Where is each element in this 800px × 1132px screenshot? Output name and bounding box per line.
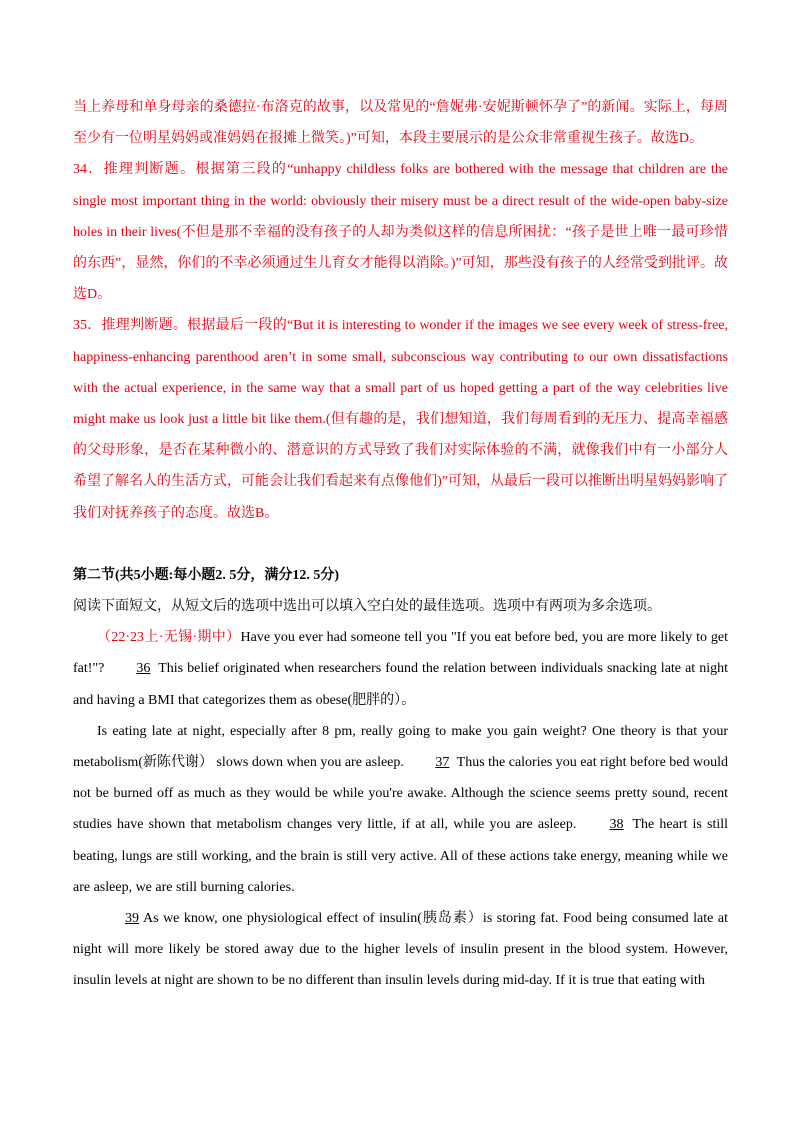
answer-35-explanation: 35．推理判断题。根据最后一段的“But it is interesting to wonder if the images we see every week of stress-free, happiness-enhancing parenthood aren’t in some small, subconscious way contributing to our own dissatisfactions with the actual experience, in the same way that a small part of us hoped getting a part of the way celebrities live might make us look just a little bit like them.(但有趣的是，我们想知道，我们每周看到的无压力、提高幸福感的父母形象，是否在某种微小的、潜意识的方式导致了我们对实际体验的不满，就像我们中有一小部分人希望了解名人的生活方式，可能会让我们看起来有点像他们)”可知，从最后一段可以推断出明星妈妈影响了我们对抚养孩子的态度。故选B。 xyxy=(73,318,728,521)
passage-paragraph-2 xyxy=(73,716,728,903)
paragraph-1-text-b: This belief originated when researchers found the relation between individuals snacking late at night and having a BMI that categorizes them as obese(肥胖的）。 xyxy=(73,661,729,708)
passage-paragraph-1 xyxy=(73,622,728,716)
section-2-heading: 第二节(共5小题:每小题2. 5分，满分12. 5分) xyxy=(73,567,339,583)
answer-34-explanation: 34．推理判断题。根据第三段的“unhappy childless folks are bothered with the message that children are the single most important thing in the world: obviously their misery must be a direct result of the wide-open baby-size holes in their lives(不但是那不幸福的没有孩子的人却为类似这样的信息所困扰：“孩子是世上唯一最可珍惜的东西”，显然，你们的不幸必须通过生儿育女才能得以消除。)”可知，那些没有孩子的人经常受到批评。故选D。 xyxy=(73,162,728,303)
paragraph-2-text-c: The heart is still beating, lungs are still working, and the brain is still very active. All of these actions take energy, meaning while we are asleep, we are still burning calories. xyxy=(73,817,729,895)
paragraph-3-text: As we know, one physiological effect of insulin(胰岛素）is storing fat. Food being consumed late at night will more likely be stored away due to the higher levels of insulin present in the blood system. However, insulin levels at night are shown to be no different than insulin levels during mid-day. If it is true that eating with xyxy=(73,911,728,989)
passage-source: （22·23上·无锡·期中） xyxy=(97,630,241,646)
blank-39: 39 xyxy=(125,911,139,927)
passage-paragraph-3 xyxy=(73,903,728,997)
blank-37: 37 xyxy=(435,755,450,771)
answer-33-explanation-tail: 当上养母和单身母亲的桑德拉·布洛克的故事，以及常见的“詹妮弗·安妮斯顿怀孕了”的新闻。实际上，每周至少有一位明星妈妈或准妈妈在报摊上微笑。)”可知，本段主要展示的是公众非常重视生孩子。故选D。 xyxy=(73,100,728,147)
paragraph-2-text-a: Is eating late at night, especially after 8 pm, really going to make you gain weight? One theory is that your metabolism(新陈代谢） slows down when you are asleep. xyxy=(73,723,728,771)
page-content xyxy=(73,92,728,997)
paragraph-2-text-b: Thus the calories you eat right before bed would not be burned off as much as they would be while you're awake. Although the science seems pretty sound, recent studies have shown that metabolism changes very little, if at all, while you are asleep. xyxy=(73,755,728,833)
blank-38: 38 xyxy=(609,817,624,833)
section-2-instruction: 阅读下面短文，从短文后的选项中选出可以填入空白处的最佳选项。选项中有两项为多余选项。 xyxy=(73,599,661,615)
blank-36: 36 xyxy=(136,661,151,677)
paragraph-1-text-a: Have you ever had someone tell you "If you eat before bed, you are more likely to get fat!"? xyxy=(73,630,728,677)
